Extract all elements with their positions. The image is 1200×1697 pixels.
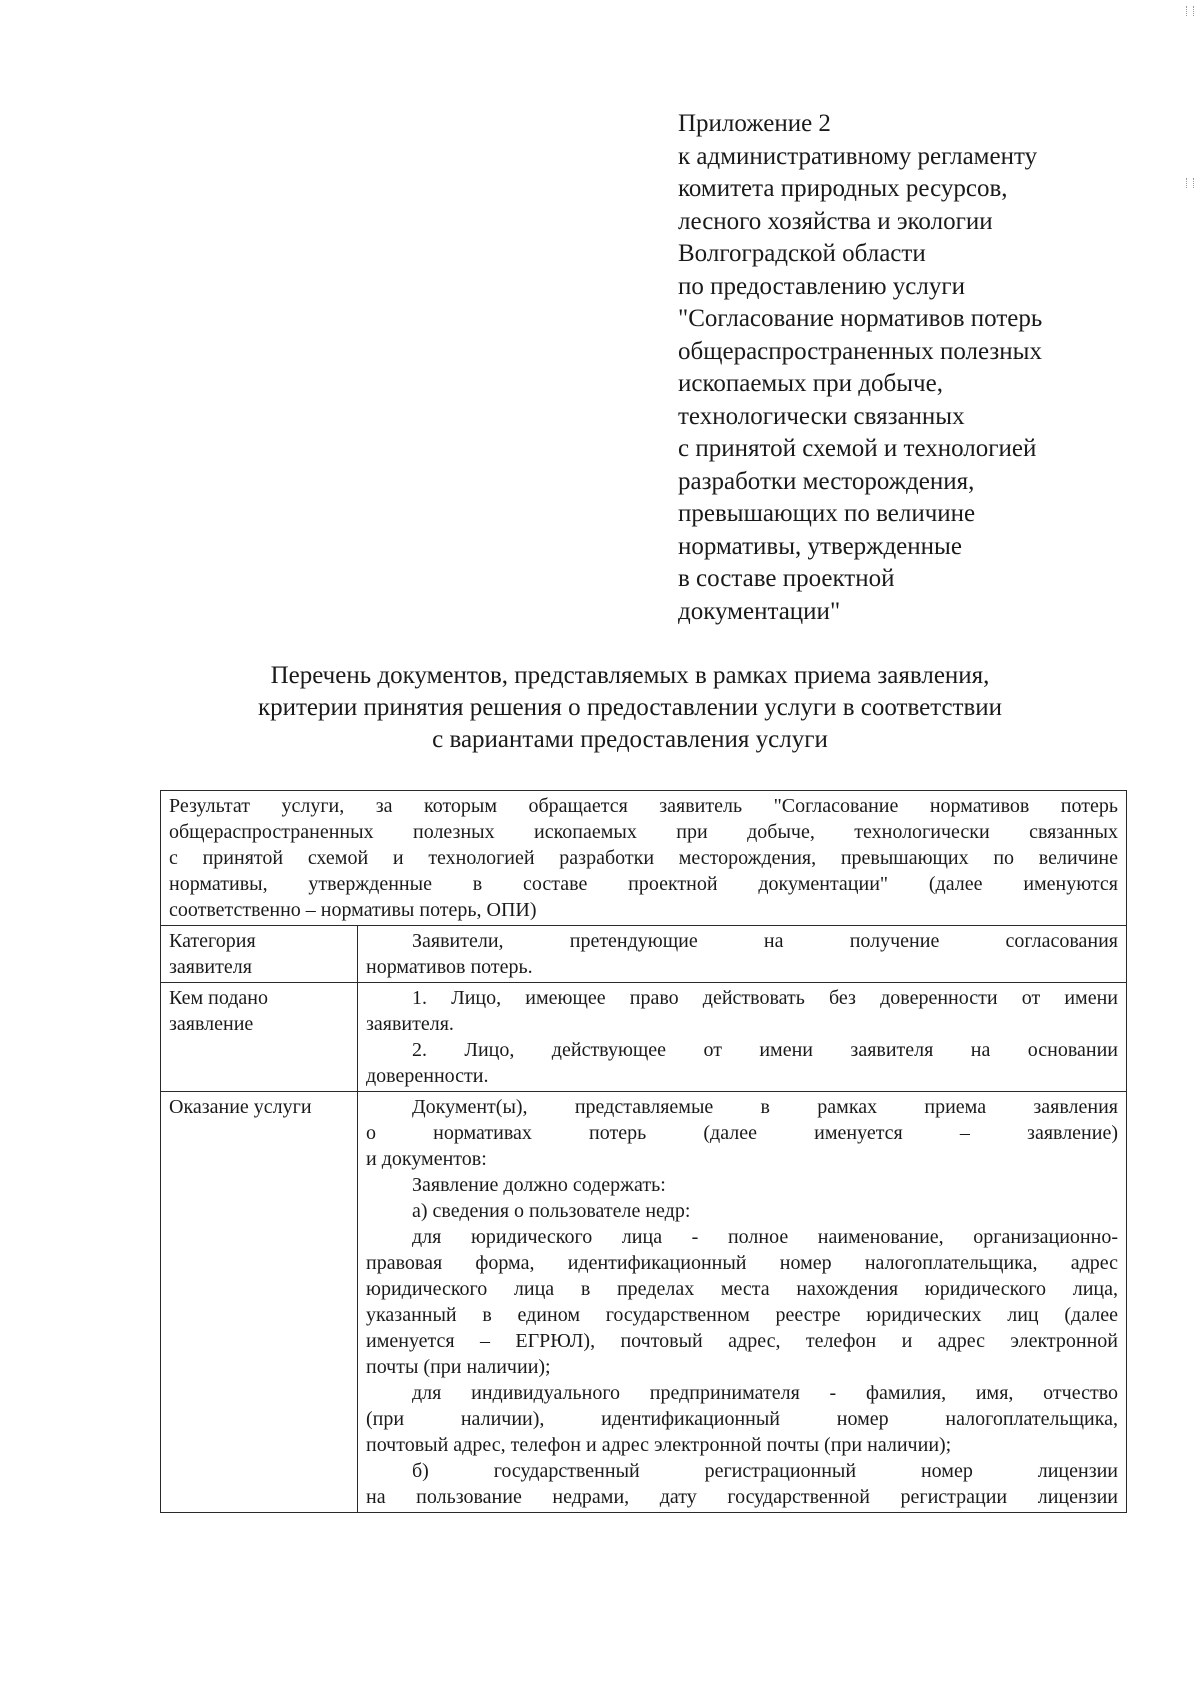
content-line: для юридического лица - полное наименование, организационно- [412,1226,1118,1248]
row-label-cell [161,983,358,1092]
content-line: Заявление должно содержать: [412,1174,666,1196]
content-line: доверенности. [366,1065,489,1087]
row-content-cell [358,983,1127,1092]
title-line: Перечень документов, представляемых в рамках приема заявления, [270,662,990,689]
result-line: Результат услуги, за которым обращается заявитель "Согласование нормативов потерь [169,795,1118,817]
content-line: заявителя. [366,1013,454,1035]
content-line: указанный в едином государственном реестре юридических лиц (далее [366,1304,1118,1326]
row-label-cell [161,1092,358,1513]
content-line: (при наличии), идентификационный номер налогоплательщика, [366,1408,1118,1430]
content-line: юридического лица в пределах места нахождения юридического лица, [366,1278,1118,1300]
row-content-cell [358,926,1127,983]
appendix-line: по предоставлению услуги [678,272,965,300]
result-line: общераспространенных полезных ископаемых при добыче, технологически связанных [169,821,1118,843]
content-line: 1. Лицо, имеющее право действовать без доверенности от имени [412,987,1118,1009]
content-line: на пользование недрами, дату государственной регистрации лицензии [366,1486,1118,1508]
row-label: Категория [169,930,256,952]
appendix-line: документации" [678,597,841,625]
appendix-line: в составе проектной [678,565,895,592]
appendix-line: ископаемых при добыче, [678,370,943,397]
table-row [161,926,1127,983]
result-line: нормативы, утвержденные в составе проектной документации" (далее именуются [169,873,1118,895]
appendix-line: Приложение 2 [678,110,831,137]
row-label: Оказание услуги [169,1096,312,1118]
result-line: соответственно – нормативы потерь, ОПИ) [169,899,537,921]
row-label: заявление [169,1013,254,1035]
content-line: и документов: [366,1148,487,1170]
content-line: для индивидуального предпринимателя - фамилия, имя, отчество [412,1382,1118,1404]
scan-mark-top [1186,6,1194,16]
appendix-line: технологически связанных [678,402,965,430]
appendix-line: разработки месторождения, [678,467,975,495]
result-cell [161,791,1127,926]
appendix-line: превышающих по величине [678,500,976,527]
result-line: с принятой схемой и технологией разработки месторождения, превышающих по величине [169,847,1118,869]
row-label: Кем подано [169,987,268,1009]
appendix-line: с принятой схемой и технологией [678,435,1037,462]
content-line: почты (при наличии); [366,1356,551,1378]
documents-table [160,790,1127,1513]
appendix-line: нормативы, утвержденные [678,532,962,560]
appendix-line: комитета природных ресурсов, [678,175,1008,202]
appendix-block [678,108,1042,628]
content-line: а) сведения о пользователе недр: [412,1200,691,1222]
appendix-line: к административному регламенту [678,142,1038,170]
title-line: с вариантами предоставления услуги [432,726,828,753]
table-row [161,1092,1127,1513]
content-line: б) государственный регистрационный номер лицензии [412,1460,1118,1482]
content-line: Документ(ы), представляемые в рамках приема заявления [412,1096,1118,1118]
table-row [161,983,1127,1092]
content-line: именуется – ЕГРЮЛ), почтовый адрес, телефон и адрес электронной [366,1330,1118,1352]
row-content-cell [358,1092,1127,1513]
scan-mark-middle [1186,178,1194,188]
appendix-line: "Согласование нормативов потерь [678,305,1043,332]
content-line: почтовый адрес, телефон и адрес электронной почты (при наличии); [366,1434,952,1456]
row-label-cell [161,926,358,983]
appendix-line: лесного хозяйства и экологии [678,207,993,235]
title-line: критерии принятия решения о предоставлении услуги в соответствии [257,694,1003,721]
appendix-line: общераспространенных полезных [678,337,1042,365]
content-line: о нормативах потерь (далее именуется – заявление) [366,1122,1118,1144]
content-line: 2. Лицо, действующее от имени заявителя на основании [412,1039,1118,1061]
content-line: Заявители, претендующие на получение согласования [412,930,1118,952]
appendix-line: Волгоградской области [678,240,926,267]
table-header-row [161,791,1127,926]
content-line: нормативов потерь. [366,956,533,978]
document-title [130,660,1130,756]
row-label: заявителя [169,956,252,978]
content-line: правовая форма, идентификационный номер налогоплательщика, адрес [366,1252,1118,1274]
